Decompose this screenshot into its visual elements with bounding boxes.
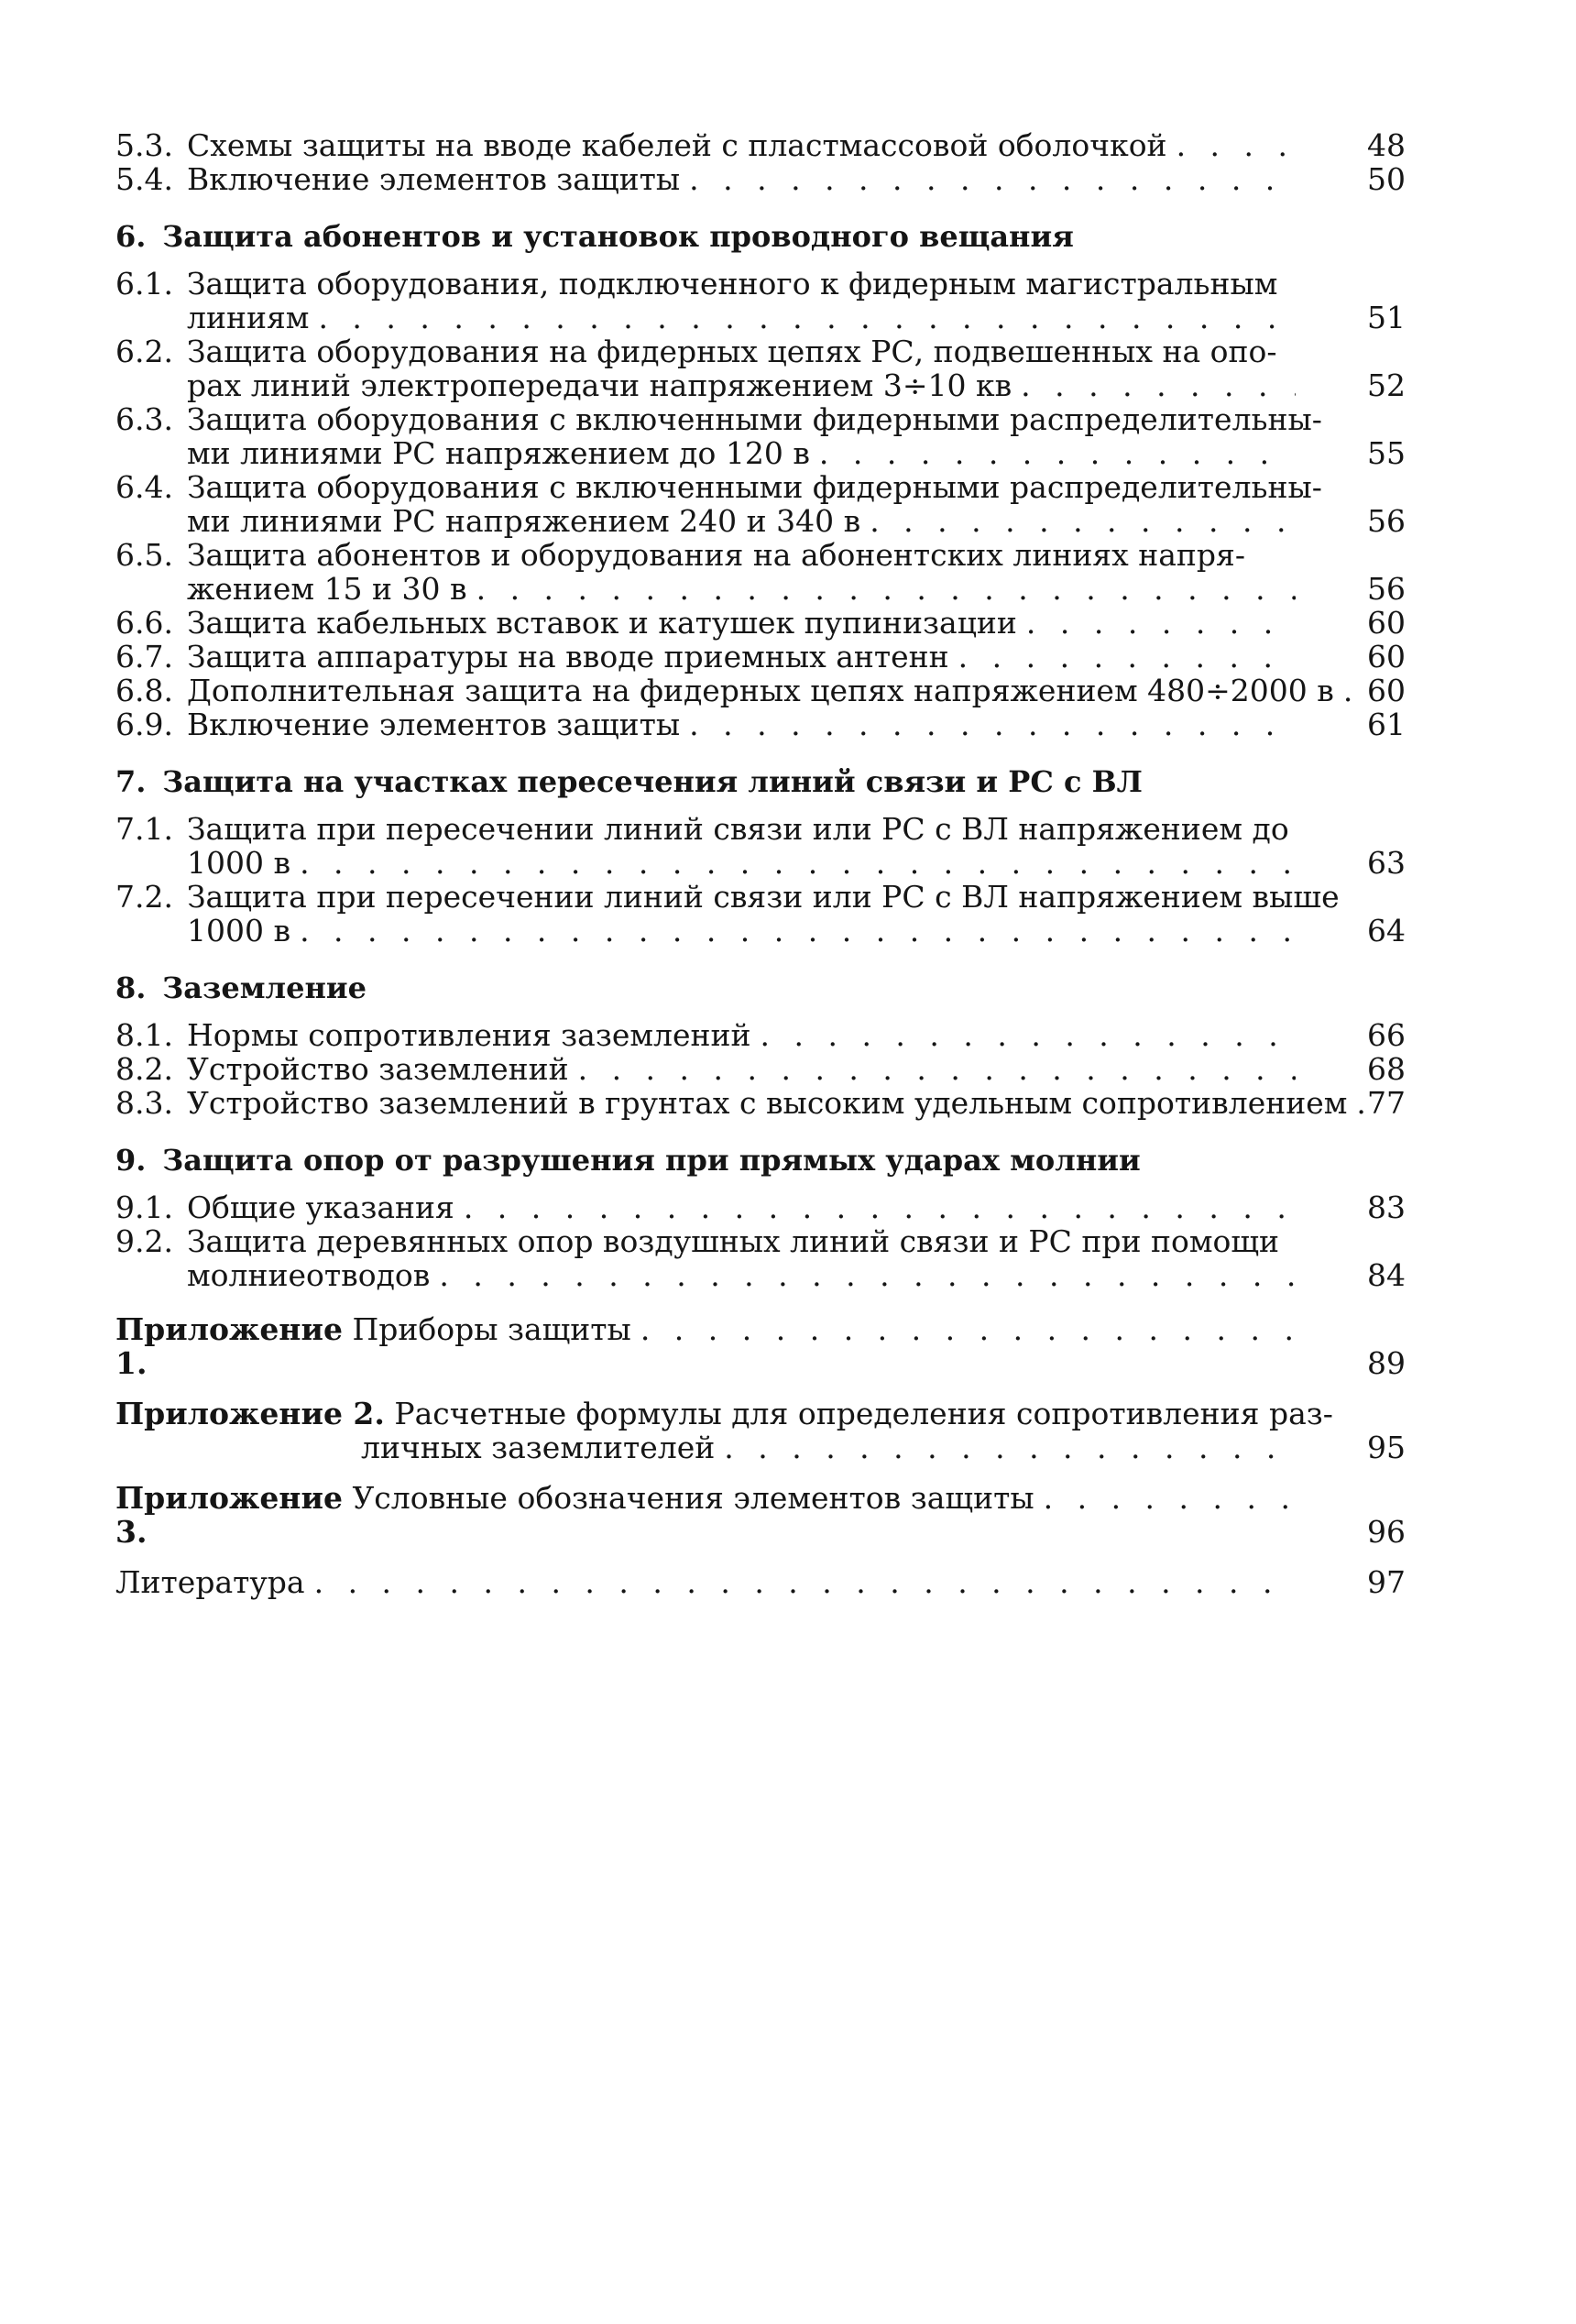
literature-line xyxy=(115,1565,1296,1599)
entry-title-text: Защита аппаратуры на вводе приемных антенн xyxy=(187,639,949,674)
appendix-entry[interactable] xyxy=(115,1481,1406,1549)
entry-number: 6.2. xyxy=(115,334,173,369)
dot-leader xyxy=(819,436,1296,470)
appendix-title-text: Приборы защиты xyxy=(352,1311,631,1347)
entry-title-text: Устройство заземлений xyxy=(187,1051,569,1087)
entry-title-line: Защита оборудования на фидерных цепях РС, подвешенных на опо- xyxy=(187,334,1277,369)
toc-entry[interactable] xyxy=(115,267,1406,334)
page-number: 56 xyxy=(1367,571,1406,607)
entry-number: 8.2. xyxy=(115,1051,173,1087)
entry-title-text: Включение элементов защиты xyxy=(187,707,681,742)
entry-title-line xyxy=(187,846,1296,880)
entry-title-text: Защита кабельных вставок и катушек пупинизации xyxy=(187,605,1017,641)
entry-title-line: Защита при пересечении линий связи или РС с ВЛ напряжением выше xyxy=(187,879,1340,915)
section-heading[interactable] xyxy=(115,765,1406,799)
page-number: 83 xyxy=(1367,1189,1406,1225)
dot-leader xyxy=(476,572,1296,606)
entry-number: 7.1. xyxy=(115,811,173,847)
page-number: 52 xyxy=(1367,367,1406,403)
entry-title-line xyxy=(187,914,1296,948)
entry-title-line xyxy=(187,1085,1348,1121)
page-number: 64 xyxy=(1367,913,1406,948)
page-number: 56 xyxy=(1367,503,1406,539)
entry-title-line xyxy=(187,673,1334,708)
appendix-title-text: Расчетные формулы для определения сопротивления раз- xyxy=(394,1396,1333,1431)
appendix-title-text: личных заземлителей xyxy=(361,1430,716,1465)
entry-title-line xyxy=(187,301,1296,334)
toc-entry[interactable] xyxy=(115,1018,1406,1052)
page-number: 89 xyxy=(1367,1345,1406,1381)
toc-entry[interactable] xyxy=(115,880,1406,948)
appendix-line xyxy=(115,1481,1296,1549)
dot-leader xyxy=(464,1190,1296,1224)
spacer xyxy=(115,1549,1406,1565)
entry-number: 6.7. xyxy=(115,639,173,674)
toc-entry[interactable] xyxy=(115,470,1406,538)
entry-title-line xyxy=(187,1190,1296,1224)
entry-number: 6.1. xyxy=(115,266,173,301)
appendix-title-text: Условные обозначения элементов защиты xyxy=(352,1480,1034,1516)
dot-leader xyxy=(689,162,1296,196)
section-heading[interactable] xyxy=(115,220,1406,254)
dot-leader xyxy=(300,914,1296,948)
entry-title-line: Защита при пересечении линий связи или РС с ВЛ напряжением до xyxy=(187,811,1289,847)
entry-title-line xyxy=(187,572,1296,606)
toc-entry[interactable] xyxy=(115,1224,1406,1292)
entry-title-line: Защита абонентов и оборудования на абонентских линиях напря- xyxy=(187,537,1245,573)
entry-title-line xyxy=(187,1018,1296,1052)
entry-title-line: Защита оборудования, подключенного к фидерным магистральным xyxy=(187,266,1278,301)
appendix-label: Приложение 1. xyxy=(115,1311,343,1381)
entry-number: 9.2. xyxy=(115,1223,173,1259)
dot-leader xyxy=(761,1018,1297,1052)
page-number: 60 xyxy=(1367,673,1406,708)
section-title: Защита абонентов и установок проводного вещания xyxy=(162,219,1074,254)
toc-entry[interactable] xyxy=(115,162,1406,196)
toc-entry[interactable] xyxy=(115,1052,1406,1086)
toc-entry[interactable] xyxy=(115,674,1406,707)
page-number: 97 xyxy=(1367,1564,1406,1600)
page-number: 50 xyxy=(1367,161,1406,197)
entry-title-line: Защита оборудования с включенными фидерными распределительны- xyxy=(187,469,1322,505)
appendix-entry[interactable] xyxy=(115,1397,1406,1464)
toc-entry[interactable] xyxy=(115,606,1406,640)
toc-entry[interactable] xyxy=(115,640,1406,674)
entry-number: 6.8. xyxy=(115,673,173,708)
page-number: 61 xyxy=(1367,707,1406,742)
dot-leader xyxy=(314,1565,1296,1599)
spacer xyxy=(115,1380,1406,1397)
dot-leader xyxy=(1177,128,1296,162)
spacer xyxy=(115,1292,1406,1312)
page-number: 66 xyxy=(1367,1017,1406,1053)
dot-leader xyxy=(1021,368,1296,402)
entry-title-line xyxy=(187,640,1296,674)
entry-title-text: молниеотводов xyxy=(187,1257,431,1293)
appendix-label: Приложение 3. xyxy=(115,1480,343,1550)
section-number: 7. xyxy=(115,764,147,799)
entry-title-text: Включение элементов защиты xyxy=(187,161,681,197)
entry-title-text: 1000 в xyxy=(187,913,291,948)
section-number: 9. xyxy=(115,1143,147,1178)
entry-title-text: Устройство заземлений в грунтах с высоким удельным сопротивлением xyxy=(187,1085,1348,1121)
page-number: 60 xyxy=(1367,605,1406,641)
dot-leader xyxy=(724,1431,1296,1464)
appendix-line xyxy=(115,1431,1296,1464)
entry-title-text: рах линий электропередачи напряжением 3÷10 кв xyxy=(187,367,1012,403)
entry-title-line xyxy=(187,504,1296,538)
toc-entry[interactable] xyxy=(115,812,1406,880)
entry-number: 6.3. xyxy=(115,401,173,437)
entry-title-line xyxy=(187,1258,1296,1292)
entry-number: 6.6. xyxy=(115,605,173,641)
appendix-entry[interactable] xyxy=(115,1312,1406,1380)
appendix-line xyxy=(115,1312,1296,1380)
section-number: 6. xyxy=(115,219,147,254)
dot-leader xyxy=(958,640,1296,674)
page-number: 51 xyxy=(1367,300,1406,335)
entry-title-text: жением 15 и 30 в xyxy=(187,571,467,607)
entry-title-line: Защита оборудования с включенными фидерными распределительны- xyxy=(187,401,1322,437)
page-number: 60 xyxy=(1367,639,1406,674)
entry-number: 9.1. xyxy=(115,1189,173,1225)
literature-label: Литература xyxy=(115,1564,305,1600)
toc-entry[interactable] xyxy=(115,707,1406,741)
dot-leader xyxy=(870,504,1296,538)
entry-title-text: Схемы защиты на вводе кабелей с пластмассовой оболочкой xyxy=(187,127,1167,163)
page-number: 48 xyxy=(1367,127,1406,163)
page-number: 77 xyxy=(1367,1085,1406,1121)
page-number: 96 xyxy=(1367,1514,1406,1550)
page-number: 55 xyxy=(1367,435,1406,471)
section-heading[interactable] xyxy=(115,1144,1406,1178)
entry-title-line: Защита деревянных опор воздушных линий связи и РС при помощи xyxy=(187,1223,1280,1259)
dot-leader xyxy=(300,846,1296,880)
toc-entry[interactable] xyxy=(115,402,1406,470)
appendix-line xyxy=(115,1396,1333,1431)
entry-title-line xyxy=(187,128,1296,162)
toc-entry[interactable] xyxy=(115,1190,1406,1224)
entry-title-line xyxy=(187,707,1296,741)
entry-number: 5.4. xyxy=(115,161,173,197)
section-number: 8. xyxy=(115,970,147,1005)
dot-leader xyxy=(578,1052,1296,1086)
entry-number: 6.5. xyxy=(115,537,173,573)
dot-leader xyxy=(1026,606,1296,640)
entry-title-text: Общие указания xyxy=(187,1189,454,1225)
entry-title-text: Дополнительная защита на фидерных цепях напряжением 480÷2000 в xyxy=(187,673,1334,708)
toc-entry[interactable] xyxy=(115,334,1406,402)
entry-number: 5.3. xyxy=(115,127,173,163)
appendix-label: Приложение 2. xyxy=(115,1396,385,1431)
table-of-contents xyxy=(115,128,1406,1599)
dot-leader xyxy=(640,1312,1296,1346)
entry-title-text: 1000 в xyxy=(187,845,291,881)
entry-title-text: ми линиями РС напряжением 240 и 340 в xyxy=(187,503,861,539)
entry-number: 8.3. xyxy=(115,1085,173,1121)
entry-title-text: ми линиями РС напряжением до 120 в xyxy=(187,435,810,471)
entry-title-line xyxy=(187,162,1296,196)
page-number: 95 xyxy=(1367,1430,1406,1465)
page-number: 63 xyxy=(1367,845,1406,881)
page-number: 84 xyxy=(1367,1257,1406,1293)
entry-title-text: линиям xyxy=(187,300,310,335)
entry-title-line xyxy=(187,606,1296,640)
entry-number: 7.2. xyxy=(115,879,173,915)
section-title: Защита на участках пересечения линий связи и РС с ВЛ xyxy=(162,764,1143,799)
entry-number: 6.4. xyxy=(115,469,173,505)
entry-title-line xyxy=(187,368,1296,402)
toc-entry[interactable] xyxy=(115,538,1406,606)
entry-number: 6.9. xyxy=(115,707,173,742)
section-heading[interactable] xyxy=(115,971,1406,1005)
spacer xyxy=(115,1464,1406,1481)
section-title: Защита опор от разрушения при прямых ударах молнии xyxy=(162,1143,1141,1178)
entry-title-text: Нормы сопротивления заземлений xyxy=(187,1017,751,1053)
section-title: Заземление xyxy=(162,970,367,1005)
page-number: 68 xyxy=(1367,1051,1406,1087)
entry-title-line xyxy=(187,436,1296,470)
dot-leader xyxy=(318,301,1296,334)
dot-leader xyxy=(1044,1481,1296,1515)
entry-title-line xyxy=(187,1052,1296,1086)
dot-leader xyxy=(439,1258,1296,1292)
toc-entry[interactable] xyxy=(115,1086,1406,1120)
entry-number: 8.1. xyxy=(115,1017,173,1053)
literature-entry[interactable] xyxy=(115,1565,1406,1599)
toc-entry[interactable] xyxy=(115,128,1406,162)
dot-leader xyxy=(689,707,1296,741)
